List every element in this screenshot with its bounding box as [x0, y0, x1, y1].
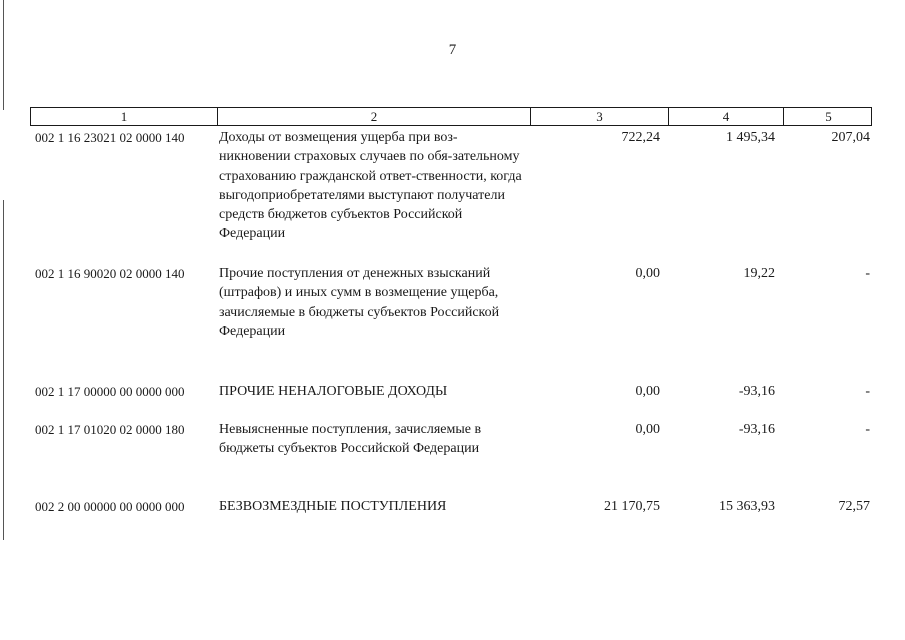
budget-code: 002 1 16 90020 02 0000 140	[35, 266, 185, 281]
table-row	[30, 497, 872, 535]
column-header-3: 3	[531, 108, 669, 126]
income-name: Доходы от возмещения ущерба при воз-никновении страховых случаев по обя-зательному страхованию гражданской ответ-ственности, когда выгодоприобретателями выступают получатели средств бюджетов субъектов Российской Федерации	[219, 130, 522, 242]
value-col-4: -93,16	[738, 422, 775, 437]
value-col-4: -93,16	[738, 384, 775, 399]
scan-edge-line	[3, 200, 4, 540]
table-row	[30, 264, 872, 382]
column-header-1: 1	[31, 108, 218, 126]
budget-code: 002 2 00 00000 00 0000 000	[35, 499, 185, 514]
income-name: ПРОЧИЕ НЕНАЛОГОВЫЕ ДОХОДЫ	[219, 384, 448, 399]
value-col-5: 207,04	[831, 130, 870, 145]
value-col-4: 15 363,93	[719, 499, 775, 514]
value-col-4: 1 495,34	[726, 130, 775, 145]
budget-code: 002 1 17 01020 02 0000 180	[35, 422, 185, 437]
value-col-3: 21 170,75	[604, 499, 660, 514]
page-number: 7	[448, 42, 457, 58]
value-col-5: -	[865, 266, 870, 281]
value-col-3: 0,00	[635, 266, 660, 281]
column-header-2: 2	[218, 108, 531, 126]
income-name: Прочие поступления от денежных взысканий (штрафов) и иных сумм в возмещение ущерба, зачисляемые в бюджеты субъектов Российской Федерации	[219, 266, 500, 339]
budget-code: 002 1 16 23021 02 0000 140	[35, 130, 185, 145]
value-col-3: 0,00	[635, 422, 660, 437]
value-col-3: 0,00	[635, 384, 660, 399]
value-col-5: 72,57	[838, 499, 870, 514]
table-header	[30, 107, 872, 126]
table-row	[30, 382, 872, 420]
value-col-5: -	[865, 422, 870, 437]
value-col-3: 722,24	[621, 130, 660, 145]
table-body	[30, 128, 872, 535]
table-row	[30, 420, 872, 497]
budget-code: 002 1 17 00000 00 0000 000	[35, 384, 185, 399]
value-col-5: -	[865, 384, 870, 399]
income-name: Невыясненные поступления, зачисляемые в бюджеты субъектов Российской Федерации	[219, 422, 482, 457]
column-header-4: 4	[669, 108, 784, 126]
income-name: БЕЗВОЗМЕЗДНЫЕ ПОСТУПЛЕНИЯ	[219, 499, 447, 514]
table-row	[30, 128, 872, 264]
value-col-4: 19,22	[743, 266, 775, 281]
column-header-5: 5	[825, 109, 832, 124]
